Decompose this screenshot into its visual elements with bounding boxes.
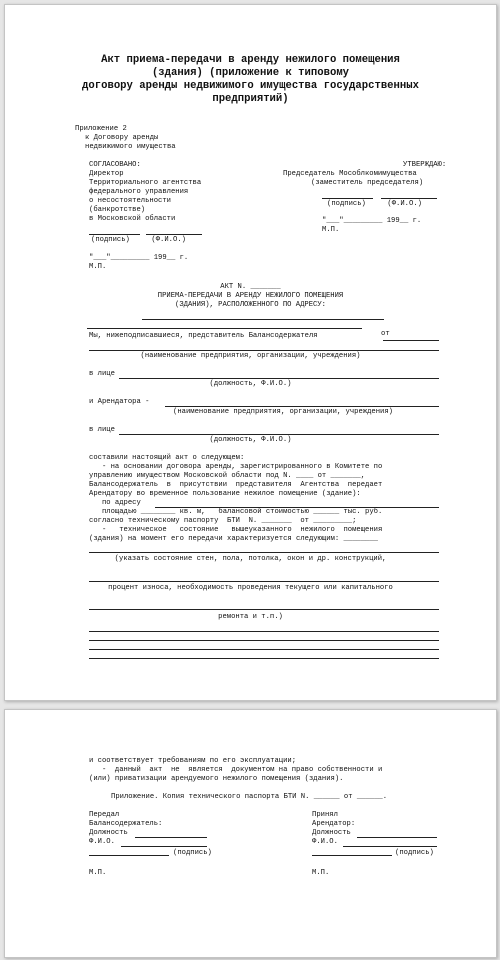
in-person-line-2	[119, 434, 439, 435]
right-date: "___"_________ 199__ г.	[322, 217, 422, 225]
act-from-label: от	[381, 330, 390, 338]
para-1-line-4: Арендатору во временное пользование нежилое помещение (здание):	[89, 490, 361, 498]
in-person-label-2: в лице	[89, 426, 115, 434]
blank-line-1	[89, 631, 439, 632]
appendix-line-3: недвижимого имущества	[85, 143, 176, 151]
parties-intro: Мы, нижеподписавшиеся, представитель Балансодержателя	[89, 332, 318, 340]
document-title-line-1: Акт приема-передачи в аренду нежилого помещения	[101, 54, 400, 66]
state-field-line	[89, 552, 439, 553]
tenant-line	[165, 406, 439, 407]
not-ownership-line-1: - данный акт не является документом на право собственности и	[89, 766, 383, 774]
approve-heading: УТВЕРЖДАЮ:	[403, 161, 447, 169]
annex-line: Приложение. Копия технического паспорта БТИ N. ______ от ______.	[111, 793, 388, 801]
right-signature-hint: (подпись) (Ф.И.О.)	[327, 200, 422, 208]
not-ownership-line-2: (или) приватизации арендуемого нежилого помещения (здания).	[89, 775, 344, 783]
left-name-line	[146, 234, 202, 235]
balance-holder-line	[383, 340, 439, 341]
position-hint: (должность, Ф.И.О.)	[209, 380, 292, 388]
received-label: Принял	[312, 811, 338, 819]
balance-holder-org-line	[89, 350, 439, 351]
area-line: площадью ________ кв. м, балансовой стоимостью ______ тыс. руб.	[89, 508, 383, 516]
compliance-line: и соответствует требованиям по его эксплуатации;	[89, 757, 297, 765]
para-1-line-1: - на основании договора аренды, зарегистрированного в Комитете по	[89, 463, 383, 471]
act-heading-2: (ЗДАНИЯ), РАСПОЛОЖЕННОГО ПО АДРЕСУ:	[175, 301, 326, 309]
left-signature-line	[89, 234, 140, 235]
repair-hint: ремонта и т.п.)	[218, 613, 283, 621]
handed-position-line	[135, 837, 207, 838]
wear-field-line	[89, 609, 439, 610]
act-number: АКТ N. _______	[220, 283, 281, 291]
received-position-label: Должность	[312, 829, 351, 837]
received-signature-line	[312, 855, 392, 856]
state-line-1: - техническое состояние вышеуказанного нежилого помещения	[89, 526, 383, 534]
handed-fio-line	[121, 846, 207, 847]
document-title-line-2: (здания) (приложение к типовому	[151, 67, 350, 79]
org-hint-2: (наименование предприятия, организации, учреждения)	[173, 408, 393, 416]
left-signature-hint: (подпись) (Ф.И.О.)	[91, 236, 186, 244]
handed-fio-label: Ф.И.О.	[89, 838, 115, 846]
right-stamp: М.П.	[322, 226, 340, 234]
address-line-2	[87, 328, 362, 329]
received-stamp: М.П.	[312, 869, 330, 877]
tenant-label-2: Арендатор:	[312, 820, 356, 828]
left-line-6: в Московской области	[89, 215, 176, 223]
handed-stamp: М.П.	[89, 869, 107, 877]
handed-signature-line	[89, 855, 169, 856]
blank-line-2	[89, 640, 439, 641]
act-compiled: составили настоящий акт о следующем:	[89, 454, 245, 462]
address-label: по адресу	[89, 499, 141, 507]
wear-hint: процент износа, необходимость проведения текущего или капитального	[108, 584, 393, 592]
position-hint-2: (должность, Ф.И.О.)	[209, 436, 292, 444]
blank-line-3	[89, 649, 439, 650]
address-line	[142, 319, 384, 320]
appendix-line-2: к Договору аренды	[85, 134, 159, 142]
right-signature-line	[322, 198, 373, 199]
act-heading-1: ПРИЕМА-ПЕРЕДАЧИ В АРЕНДУ НЕЖИЛОГО ПОМЕЩЕНИЯ	[157, 292, 344, 300]
blank-line-4	[89, 658, 439, 659]
para-1-line-3: Балансодержатель в присутствии представителя Агентства передает	[89, 481, 383, 489]
received-fio-line	[343, 846, 437, 847]
org-hint: (наименование предприятия, организации, учреждения)	[140, 352, 361, 360]
walls-hint: (указать состояние стен, пола, потолка, окон и др. конструкций,	[114, 555, 387, 563]
document-page-1	[4, 4, 497, 701]
left-line-5: (банкротстве)	[89, 206, 146, 214]
in-person-label: в лице	[89, 370, 115, 378]
agreed-heading: СОГЛАСОВАНО:	[89, 161, 141, 169]
walls-field-line	[89, 581, 439, 582]
right-line-2: (заместитель председателя)	[311, 179, 424, 187]
appendix-number: Приложение 2	[75, 125, 127, 133]
left-line-2: Территориального агентства	[89, 179, 202, 187]
left-line-3: федерального управления	[89, 188, 189, 196]
document-title-line-4: предприятий)	[212, 93, 289, 105]
received-position-line	[357, 837, 437, 838]
left-date: "___"_________ 199__ г.	[89, 254, 189, 262]
left-line-1: Директор	[89, 170, 124, 178]
handed-position-label: Должность	[89, 829, 128, 837]
state-line-2: (здания) на момент его передачи характеризуется следующим: ________	[89, 535, 378, 543]
left-line-4: о несостоятельности	[89, 197, 171, 205]
received-fio-label: Ф.И.О.	[312, 838, 338, 846]
bti-line: согласно техническому паспорту БТИ N. _______ от _________;	[89, 517, 357, 525]
handed-label: Передал	[89, 811, 120, 819]
para-1-line-2: управлению имуществом Московской области под N. ____ от _______,	[89, 472, 366, 480]
right-name-line	[381, 198, 437, 199]
handed-signature-hint: (подпись)	[173, 849, 212, 857]
document-title-line-3: договору аренды недвижимого имущества государственных	[82, 80, 419, 92]
received-signature-hint: (подпись)	[395, 849, 434, 857]
right-line-1: Председатель Мособлкомимущества	[283, 170, 417, 178]
in-person-line	[119, 378, 439, 379]
document-page-2	[4, 709, 497, 958]
tenant-label: и Арендатора -	[89, 398, 150, 406]
left-stamp: М.П.	[89, 263, 107, 271]
balance-holder-label: Балансодержатель:	[89, 820, 163, 828]
